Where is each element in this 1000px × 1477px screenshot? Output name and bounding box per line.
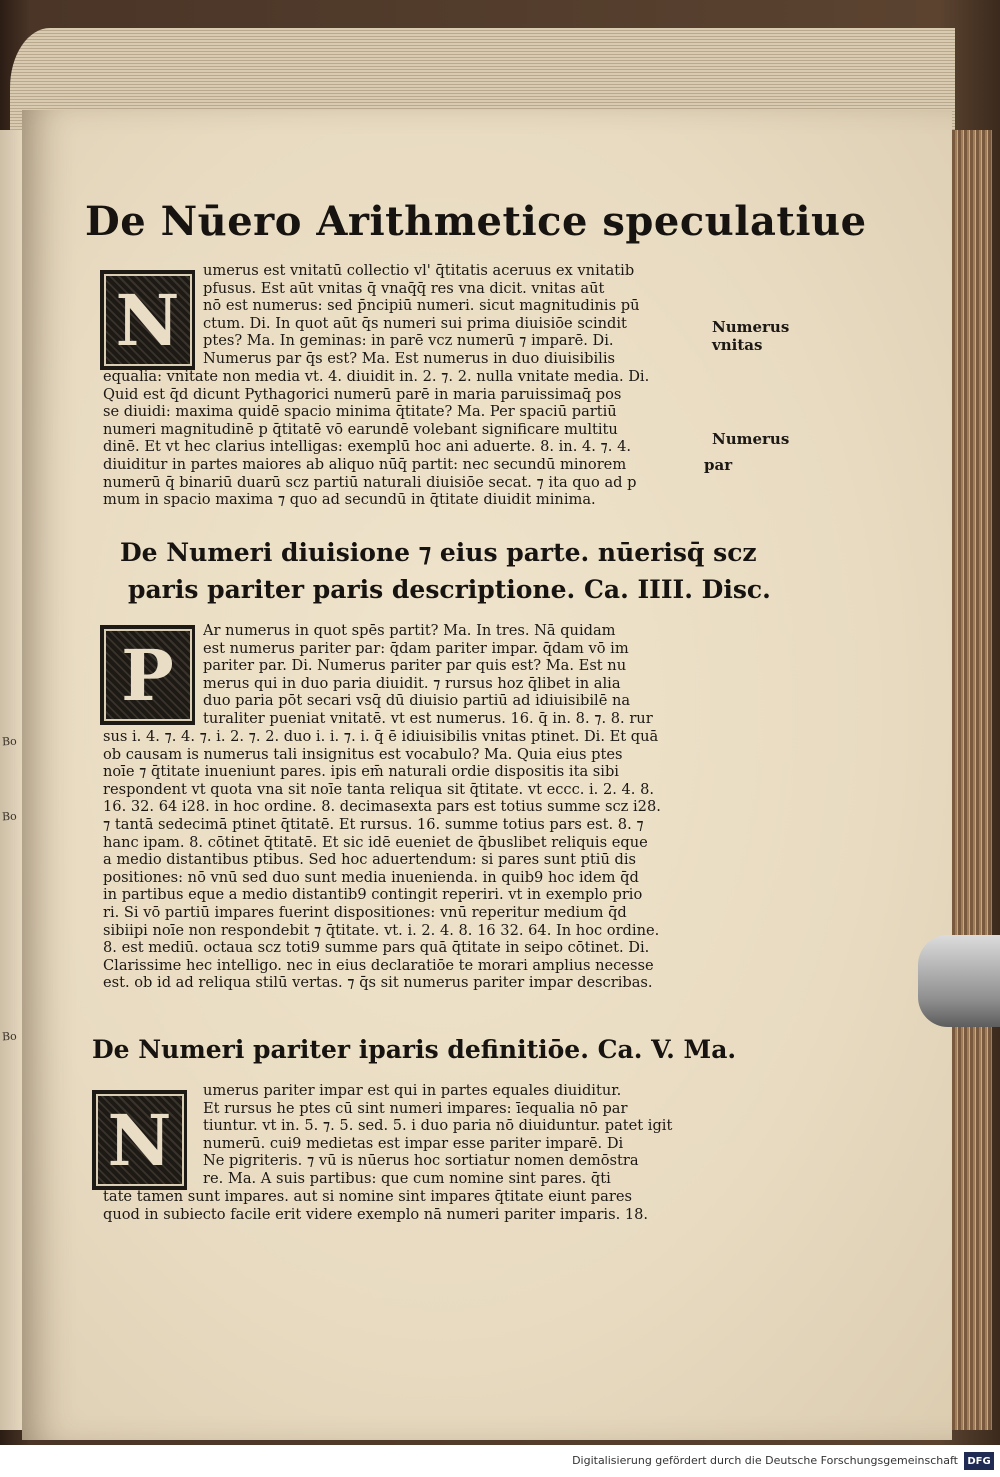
margin-note: Numerus [712, 430, 790, 448]
text-line: numerū. cui9 medietas est impar esse pariter imparē. Di [203, 1134, 624, 1152]
text-line: a medio distantibus ptibus. Sed hoc aduertendum: si pares sunt ptiū dis [103, 851, 636, 869]
initial-letter [100, 625, 195, 725]
text-line: ri. Si vō partiū impares fuerint dispositiones: vnū reperitur medium q̄d [103, 903, 627, 921]
text-line: se diuidi: maxima quidē spacio minima q̄titate? Ma. Per spaciū partiū [103, 403, 617, 421]
initial-letter-glyph: N [96, 1094, 184, 1186]
text-line: ob causam is numerus tali insignitus est vocabulo? Ma. Quia eius ptes [103, 745, 623, 763]
text-line: dinē. Et vt hec clarius intelligas: exemplū hoc ani aduerte. 8. in. 4. ⁊. 4. [103, 438, 631, 456]
text-line: pariter par. Di. Numerus pariter par quis est? Ma. Est nu [203, 657, 627, 675]
margin-note: vnitas [712, 336, 763, 354]
initial-letter [100, 270, 195, 370]
text-line: est numerus pariter par: q̄dam pariter impar. q̄dam vō im [203, 639, 629, 657]
text-line: nō est numerus: sed p̄ncipiū numeri. sicut magnitudinis pū [203, 297, 640, 315]
dfg-logo: DFG [964, 1452, 994, 1470]
text-line: ptes? Ma. In geminas: in parē vcz numerū ⁊ imparē. Di. [203, 332, 614, 350]
text-line: in partibus eque a medio distantib9 contingit reperiri. vt in exemplo prio [103, 886, 643, 904]
initial-letter [92, 1090, 187, 1190]
text-line: positiones: nō vnū sed duo sunt media inuenienda. in quib9 hoc idem q̄d [103, 868, 639, 886]
text-line: sus i. 4. ⁊. 4. ⁊. i. 2. ⁊. 2. duo i. i. ⁊. i. q̄ ē idiuisibilis vnitas ptinet. Di. Et quā [103, 728, 659, 745]
text-line: merus qui in duo paria diuidit. ⁊ rursus hoz q̄libet in alia [203, 674, 621, 692]
chapter-heading-line: De Numeri pariter iparis definitiōe. Ca. V. Ma. [92, 1035, 737, 1064]
text-line: ⁊ tantā sedecimā ptinet q̄titatē. Et rursus. 16. summe totius pars est. 8. ⁊ [103, 815, 644, 833]
section3-body [103, 1188, 693, 1223]
text-line: Ar numerus in quot spēs partit? Ma. In tres. Nā quidam [203, 622, 616, 639]
text-line: umerus est vnitatū collectio vl' q̄titatis aceruus ex vnitatib [203, 262, 635, 279]
chapter-heading-line: De Numeri diuisione ⁊ eius parte. nūerisq̄ scz [120, 538, 757, 567]
text-line: numerū q̄ binariū duarū scz partiū naturali diuisiōe secat. ⁊ ita quo ad p [103, 473, 637, 491]
left-margin-note: Bo [1, 1029, 18, 1044]
text-line: quod in subiecto facile erit videre exemplo nā numeri pariter imparis. 18. [103, 1205, 649, 1223]
section1-body [103, 368, 708, 509]
initial-letter-glyph: P [104, 629, 192, 721]
text-line: Ne pigriteris. ⁊ vū is nūerus hoc sortiatur nomen demōstra [203, 1152, 639, 1170]
section1-opening [203, 262, 708, 368]
text-line: equalia: vnitate non media vt. 4. diuidit in. 2. ⁊. 2. nulla vnitate media. Di. [103, 368, 650, 385]
text-line: duo paria pōt secari vsq̄ dū diuisio partiū ad idiuisibilē na [203, 692, 631, 710]
text-line: diuiditur in partes maiores ab aliquo nūq̄ partit: nec secundū minorem [103, 455, 627, 473]
text-line: Numerus par q̄s est? Ma. Est numerus in duo diuisibilis [203, 349, 616, 367]
text-line: sibiipi noīe non respondebit ⁊ q̄titate. vt. i. 2. 4. 8. 16 32. 64. In hoc ordine. [103, 921, 660, 939]
text-line: numeri magnitudinē p q̄titatē vō earundē volebant significare multitu [103, 420, 618, 438]
text-line: 8. est mediū. octaua scz toti9 summe pars quā q̄titate in seipo cōtinet. Di. [103, 939, 650, 957]
funding-notice: Digitalisierung gefördert durch die Deutsche Forschungsgemeinschaft [572, 1454, 958, 1467]
text-line: noīe ⁊ q̄titate inueniunt pares. ipis em̄ naturali ordie dispositis ita sibi [103, 763, 619, 781]
right-page-stack [952, 130, 992, 1430]
text-line: mum in spacio maxima ⁊ quo ad secundū in q̄titate diuidit minima. [103, 491, 596, 509]
text-line: Quid est q̄d dicunt Pythagorici numerū parē in maria paruissimaq̄ pos [103, 385, 622, 403]
page-title: De Nūero Arithmetice speculatiue [85, 198, 867, 245]
left-margin-note: Bo [1, 734, 18, 749]
footer-bar [0, 1445, 1000, 1477]
text-line: ctum. Di. In quot aūt q̄s numeri sui prima diuisiōe scindit [203, 314, 627, 332]
text-line: Et rursus he ptes cū sint numeri impares: īequalia nō par [203, 1099, 628, 1117]
margin-note: par [704, 456, 733, 474]
section2-opening [203, 622, 693, 728]
text-line: Clarissime hec intelligo. nec in eius declaratiōe te morari amplius necesse [103, 956, 654, 974]
text-line: 16. 32. 64 i28. in hoc ordine. 8. decimasexta pars est totius summe scz i28. [103, 798, 661, 816]
initial-letter-glyph: N [104, 274, 192, 366]
section2-body [103, 728, 693, 992]
chapter-heading-line: paris pariter paris descriptione. Ca. IIII. Disc. [128, 575, 771, 604]
text-line: re. Ma. A suis partibus: que cum nomine sint pares. q̄ti [203, 1169, 611, 1187]
text-line: hanc ipam. 8. cōtinet q̄titatē. Et sic idē eueniet de q̄buslibet reliquis eque [103, 833, 648, 851]
section3-opening [203, 1082, 693, 1188]
text-line: tiuntur. vt in. 5. ⁊. 5. sed. 5. i duo paria nō diuiduntur. patet igit [203, 1117, 673, 1135]
book-clamp [918, 935, 1000, 1027]
margin-note: Numerus [712, 318, 790, 336]
text-line: respondent vt quota vna sit noīe tanta reliqua sit q̄titate. vt eccc. i. 2. 4. 8. [103, 780, 655, 798]
text-line: tate tamen sunt impares. aut si nomine sint impares q̄titate eiunt pares [103, 1188, 632, 1205]
text-line: umerus pariter impar est qui in partes equales diuiditur. [203, 1082, 622, 1099]
text-line: pfusus. Est aūt vnitas q̄ vnaq̄q̄ res vna dicit. vnitas aūt [203, 279, 605, 297]
text-line: est. ob id ad reliqua stilū vertas. ⁊ q̄s sit numerus pariter impar describas. [103, 974, 653, 992]
left-margin-note: Bo [1, 809, 18, 824]
text-line: turaliter pueniat vnitatē. vt est numerus. 16. q̄ in. 8. ⁊. 8. rur [203, 709, 653, 727]
